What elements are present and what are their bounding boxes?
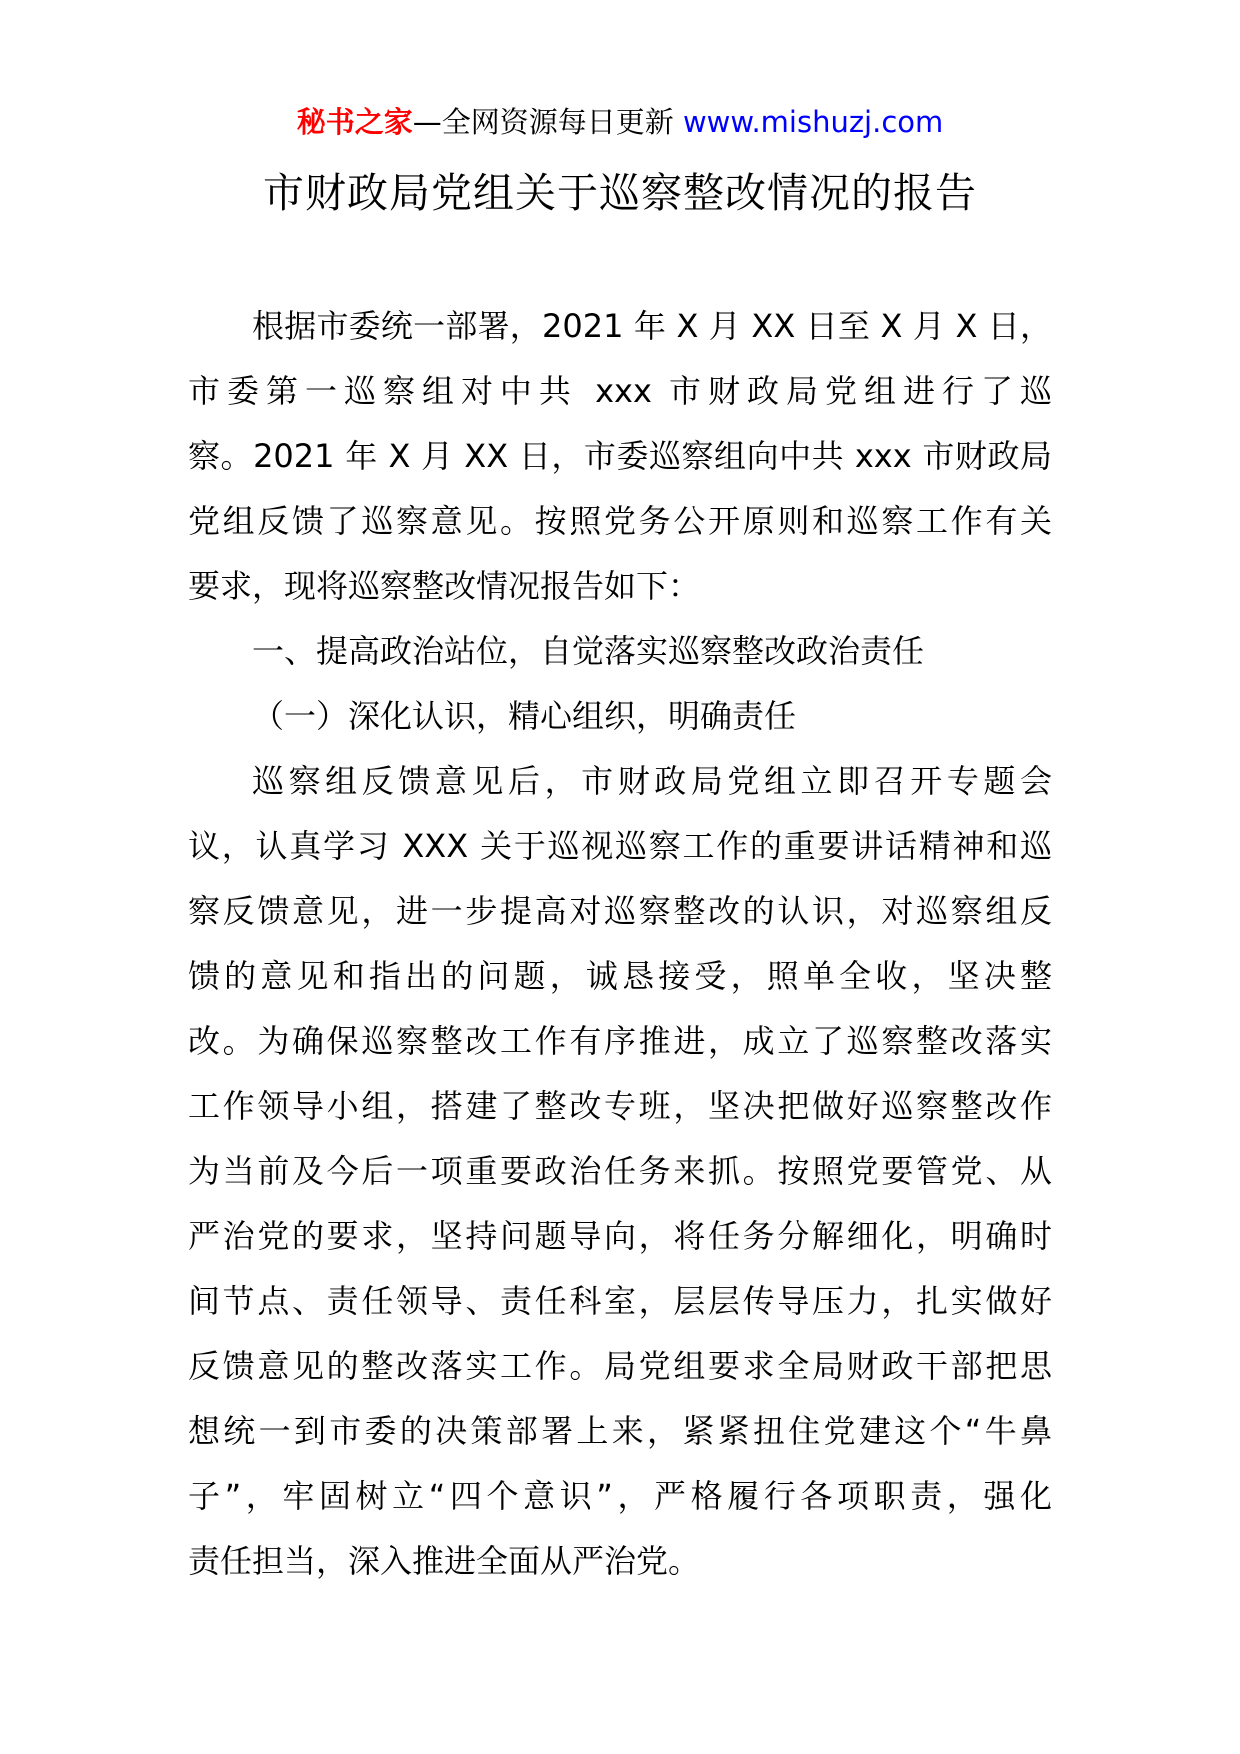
body-line: 要求，现将巡察整改情况报告如下： [188,567,701,605]
body-line: 子”，牢固树立“四个意识”，严格履行各项职责，强化 [188,1477,1052,1515]
subsection-heading: （一）深化认识，精心组织，明确责任 [252,697,797,735]
body-line: 为当前及今后一项重要政治任务来抓。按照党要管党、从 [188,1152,1052,1190]
body-line: 察。2021 年 X 月 XX 日，市委巡察组向中共 xxx 市财政局 [188,437,1052,475]
body-line: 根据市委统一部署，2021 年 X 月 XX 日至 X 月 X 日， [252,307,1052,345]
body-line: 察反馈意见，进一步提高对巡察整改的认识，对巡察组反 [188,892,1052,930]
body-line: 责任担当，深入推进全面从严治党。 [188,1542,701,1580]
body-line: 议，认真学习 XXX 关于巡视巡察工作的重要讲话精神和巡 [188,827,1052,865]
body-line: 馈的意见和指出的问题，诚恳接受，照单全收，坚决整 [188,957,1052,995]
body-line: 想统一到市委的决策部署上来，紧紧扭住党建这个“牛鼻 [188,1412,1052,1450]
body-line: 间节点、责任领导、责任科室，层层传导压力，扎实做好 [188,1282,1052,1320]
body-line: 改。为确保巡察整改工作有序推进，成立了巡察整改落实 [188,1022,1052,1060]
document-body [188,294,1052,1594]
body-line: 严治党的要求，坚持问题导向，将任务分解细化，明确时 [188,1217,1052,1255]
header-banner [0,100,1240,144]
body-line: 反馈意见的整改落实工作。局党组要求全局财政干部把思 [188,1347,1052,1385]
section-heading: 一、提高政治站位，自觉落实巡察整改政治责任 [252,632,925,670]
brand-name: 秘书之家 [296,105,413,139]
body-line: 市委第一巡察组对中共 xxx 市财政局党组进行了巡 [188,372,1052,410]
document-title: 市财政局党组关于巡察整改情况的报告 [263,169,977,217]
body-line: 巡察组反馈意见后，市财政局党组立即召开专题会 [252,762,1052,800]
website-link[interactable]: www.mishuzj.com [682,105,944,139]
body-line: 党组反馈了巡察意见。按照党务公开原则和巡察工作有关 [188,502,1052,540]
body-line: 工作领导小组，搭建了整改专班，坚决把做好巡察整改作 [188,1087,1052,1125]
header-tagline: —全网资源每日更新 [412,105,674,139]
